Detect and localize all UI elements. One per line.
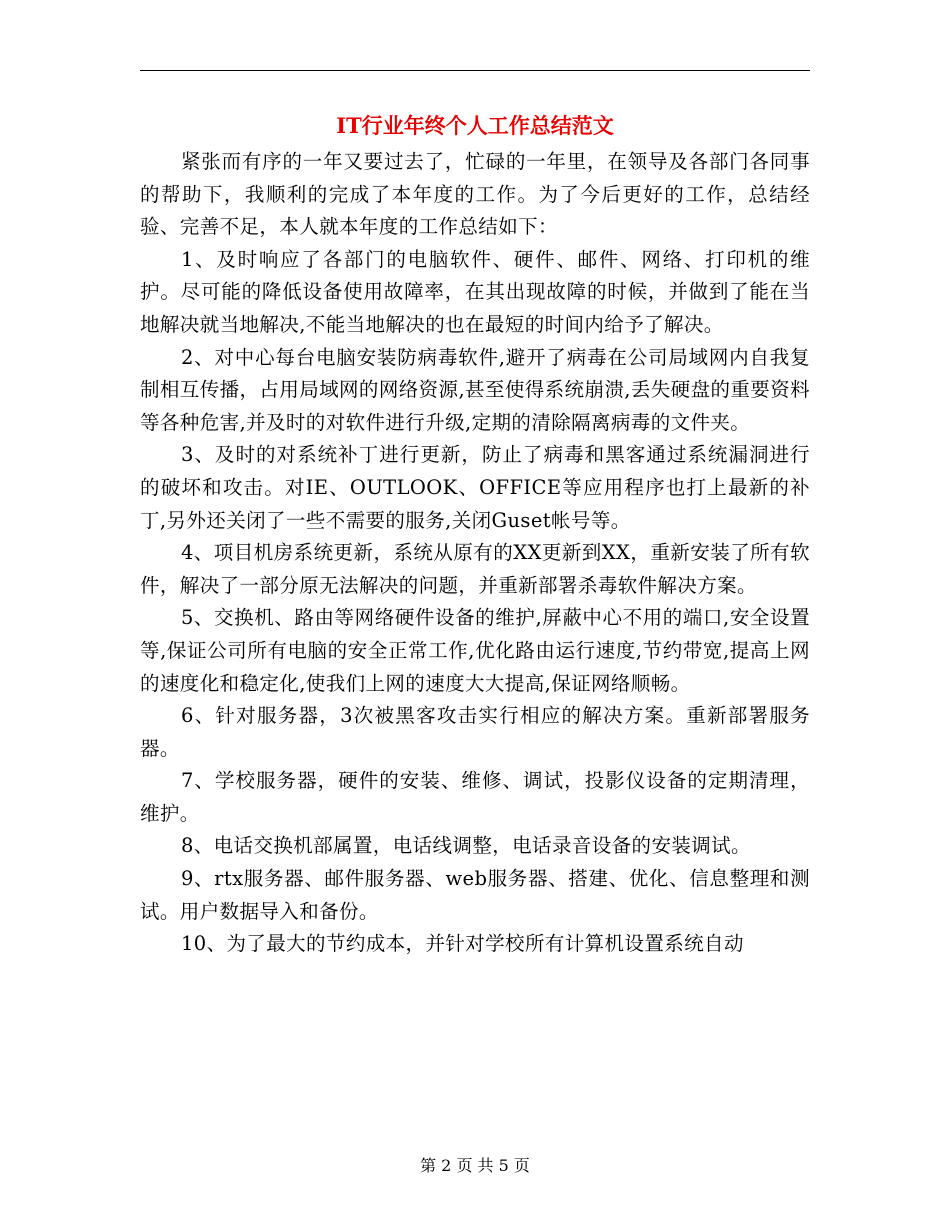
item-paragraph-2: 2、对中心每台电脑安装防病毒软件,避开了病毒在公司局域网内自我复制相互传播，占用局域网的网络资源,甚至使得系统崩溃,丢失硬盘的重要资料等各种危害,并及时的对软件进行升级,定期的清除隔离病毒的文件夹。 <box>140 345 810 434</box>
item-paragraph-1: 1、及时响应了各部门的电脑软件、硬件、邮件、网络、打印机的维护。尽可能的降低设备使用故障率，在其出现故障的时候，并做到了能在当地解决就当地解决,不能当地解决的也在最短的时间内给予了解决。 <box>140 247 810 336</box>
item-paragraph-10: 10、为了最大的节约成本，并针对学校所有计算机设置系统自动 <box>180 932 744 956</box>
item-paragraph-5: 5、交换机、路由等网络硬件设备的维护,屏蔽中心不用的端口,安全设置等,保证公司所有电脑的安全正常工作,优化路由运行速度,节约带宽,提高上网的速度化和稳定化,使我们上网的速度大大提高,保证网络顺畅。 <box>140 606 810 695</box>
header-rule <box>140 70 810 71</box>
item-paragraph-9: 9、rtx服务器、邮件服务器、web服务器、搭建、优化、信息整理和测试。用户数据导入和备份。 <box>140 867 810 923</box>
page-number: 第 2 页 共 5 页 <box>420 1156 530 1175</box>
document-title: IT行业年终个人工作总结范文 <box>336 113 614 138</box>
item-paragraph-3: 3、及时的对系统补丁进行更新，防止了病毒和黑客通过系统漏洞进行的破坏和攻击。对IE、OUTLOOK、OFFICE等应用程序也打上最新的补丁,另外还关闭了一些不需要的服务,关闭Guset帐号等。 <box>140 443 810 532</box>
document-body <box>140 146 810 961</box>
item-paragraph-4: 4、项目机房系统更新，系统从原有的XX更新到XX，重新安装了所有软件，解决了一部分原无法解决的问题，并重新部署杀毒软件解决方案。 <box>140 541 810 597</box>
item-paragraph-8: 8、电话交换机部属置，电话线调整，电话录音设备的安装调试。 <box>180 834 751 858</box>
item-paragraph-6: 6、针对服务器，3次被黑客攻击实行相应的解决方案。重新部署服务器。 <box>140 704 810 760</box>
item-paragraph-7: 7、学校服务器，硬件的安装、维修、调试，投影仪设备的定期清理，维护。 <box>140 769 810 825</box>
intro-paragraph: 紧张而有序的一年又要过去了，忙碌的一年里，在领导及各部门各同事的帮助下，我顺利的完成了本年度的工作。为了今后更好的工作，总结经验、完善不足，本人就本年度的工作总结如下： <box>140 150 810 239</box>
